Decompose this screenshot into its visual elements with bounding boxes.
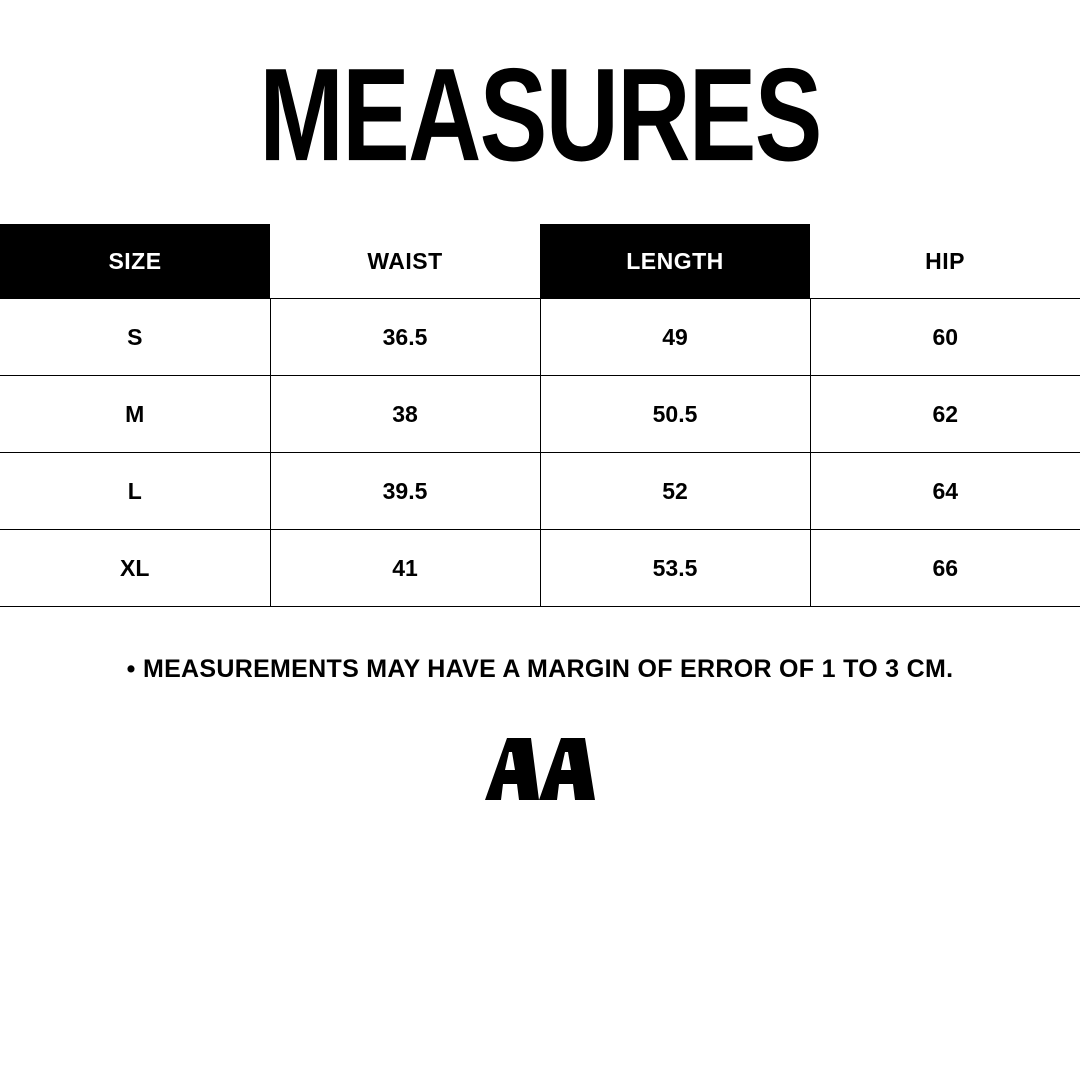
cell-waist: 36.5	[270, 299, 540, 376]
page-title: MEASURES	[259, 41, 821, 190]
cell-length: 52	[540, 453, 810, 530]
cell-hip: 62	[810, 376, 1080, 453]
cell-size: S	[0, 299, 270, 376]
table-body	[0, 299, 1080, 607]
brand-logo	[0, 738, 1080, 800]
cell-hip: 60	[810, 299, 1080, 376]
cell-size: L	[0, 453, 270, 530]
cell-waist: 39.5	[270, 453, 540, 530]
cell-size: XL	[0, 530, 270, 607]
table-row	[0, 299, 1080, 376]
table-row	[0, 376, 1080, 453]
cell-length: 49	[540, 299, 810, 376]
table-header-row	[0, 224, 1080, 299]
cell-waist: 41	[270, 530, 540, 607]
cell-waist: 38	[270, 376, 540, 453]
measurements-table-container	[0, 224, 1080, 607]
measurements-table	[0, 224, 1080, 607]
table-row	[0, 453, 1080, 530]
column-header-size: SIZE	[0, 224, 270, 299]
column-header-waist: WAIST	[270, 224, 540, 299]
column-header-hip: HIP	[810, 224, 1080, 299]
column-header-length: LENGTH	[540, 224, 810, 299]
cell-length: 50.5	[540, 376, 810, 453]
cell-hip: 64	[810, 453, 1080, 530]
cell-length: 53.5	[540, 530, 810, 607]
table-row	[0, 530, 1080, 607]
cell-hip: 66	[810, 530, 1080, 607]
aa-logo-icon	[485, 738, 595, 800]
cell-size: M	[0, 376, 270, 453]
measurement-disclaimer: • MEASUREMENTS MAY HAVE A MARGIN OF ERROR OF 1 TO 3 CM.	[126, 655, 954, 683]
table-header	[0, 224, 1080, 299]
